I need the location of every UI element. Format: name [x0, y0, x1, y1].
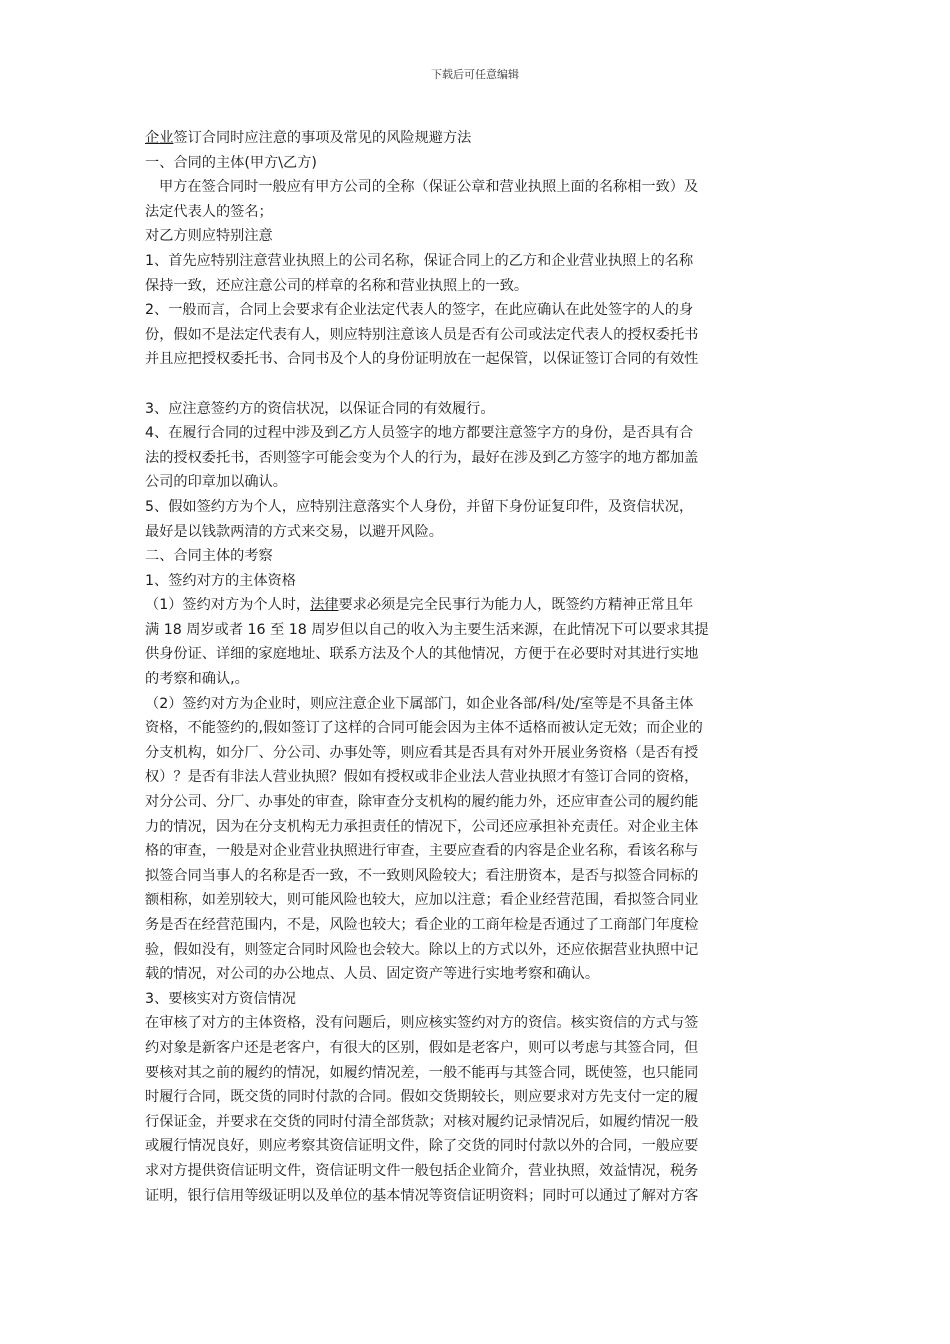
list-item-line: 4、在履行合同的过程中涉及到乙方人员签字的地方都要注意签字方的身份，是否具有合 — [145, 425, 694, 442]
paragraph-line: 证明，银行信用等级证明以及单位的基本情况等资信证明资料；同时可以通过了解对方客 — [145, 1187, 699, 1204]
list-item-line: 法的授权委托书，否则签字可能会变为个人的行为，最好在涉及到乙方签字的地方都加盖 — [145, 449, 699, 466]
paragraph-line: 资格，不能签约的,假如签订了这样的合同可能会因为主体不适格而被认定无效；而企业的 — [145, 720, 703, 737]
paragraph-line: 行保证金，并要求在交货的同时付清全部货款；对核对履约记录情况后，如履约情况一般 — [145, 1113, 699, 1130]
paragraph-line: 力的情况，因为在分支机构无力承担责任的情况下，公司还应承担补充责任。对企业主体 — [145, 818, 699, 835]
list-item-line: 公司的印章加以确认。 — [145, 474, 287, 491]
title-text: 签订合同时应注意的事项及常见的风险规避方法 — [173, 130, 472, 146]
list-item-line: 2、一般而言，合同上会要求有企业法定代表人的签字，在此应确认在此处签字的人的身 — [145, 302, 694, 319]
document-body — [145, 126, 810, 1208]
paragraph-line — [145, 593, 810, 618]
paragraph-line: 额相称，如差别较大，则可能风险也较大，应加以注意；看企业经营范围，看拟签合同业 — [145, 892, 699, 909]
list-item-line: 并且应把授权委托书、合同书及个人的身份证明放在一起保管，以保证签订合同的有效性 — [145, 351, 699, 368]
paragraph-line: （2）签约对方为企业时，则应注意企业下属部门，如企业各部/科/处/室等是不具备主体 — [145, 695, 694, 712]
paragraph-line: 时履行合同，既交货的同时付款的合同。假如交货期较长，则应要求对方先支付一定的履 — [145, 1089, 699, 1106]
subsection-heading: 1、签约对方的主体资格 — [145, 572, 296, 589]
paragraph-line: 在审核了对方的主体资格，没有问题后，则应核实签约对方的资信。核实资信的方式与签 — [145, 1015, 699, 1032]
paragraph-line: 约对象是新客户还是老客户，有很大的区别，假如是老客户，则可以考虑与其签合同，但 — [145, 1039, 699, 1056]
list-item-line: 1、首先应特别注意营业执照上的公司名称，保证合同上的乙方和企业营业执照上的名称 — [145, 252, 694, 269]
paragraph-line: 法定代表人的签名； — [145, 203, 273, 220]
paragraph-line: 供身份证、详细的家庭地址、联系方法及个人的其他情况，方便于在必要时对其进行实地 — [145, 646, 699, 663]
text-run: （1）签约对方为个人时， — [145, 597, 311, 614]
law-link[interactable]: 法律 — [310, 597, 339, 614]
paragraph-line: 求对方提供资信证明文件，资信证明文件一般包括企业简介，营业执照，效益情况，税务 — [145, 1162, 699, 1179]
list-item-line: 3、应注意签约方的资信状况，以保证合同的有效履行。 — [145, 400, 495, 417]
document-title — [145, 126, 810, 151]
paragraph-line: 或履行情况良好，则应考察其资信证明文件，除了交货的同时付款以外的合同，一般应要 — [145, 1138, 699, 1155]
paragraph-line: 分支机构，如分厂、分公司、办事处等，则应看其是否具有对外开展业务资格（是否有授 — [145, 744, 699, 761]
title-underlined-word: 企业 — [145, 130, 174, 146]
paragraph-line: 满 18 周岁或者 16 至 18 周岁但以自己的收入为主要生活来源，在此情况下可以要求其提 — [145, 621, 709, 638]
list-item-line: 份，假如不是法定代表有人，则应特别注意该人员是否有公司或法定代表人的授权委托书 — [145, 326, 699, 343]
blank-line — [145, 372, 810, 397]
paragraph-line: 对乙方则应特别注意 — [145, 228, 273, 245]
paragraph-line: 拟签合同当事人的名称是否一致，不一致则风险较大；看注册资本，是否与拟签合同标的 — [145, 867, 699, 884]
section-heading: 二、合同主体的考察 — [145, 548, 273, 565]
list-item-line: 最好是以钱款两清的方式来交易，以避开风险。 — [145, 523, 443, 540]
list-item-line: 5、假如签约方为个人，应特别注意落实个人身份，并留下身份证复印件，及资信状况， — [145, 498, 694, 515]
paragraph-line: 甲方在签合同时一般应有甲方公司的全称（保证公章和营业执照上面的名称相一致）及 — [159, 179, 699, 196]
text-run: 要求必须是完全民事行为能力人，既签约方精神正常且年 — [338, 597, 694, 614]
paragraph-line: 的考察和确认,。 — [145, 671, 249, 688]
paragraph-line: 验，假如没有，则签定合同时风险也会较大。除以上的方式以外，还应依据营业执照中记 — [145, 941, 699, 958]
paragraph-line: 载的情况，对公司的办公地点、人员、固定资产等进行实地考察和确认。 — [145, 966, 600, 983]
section-heading: 一、合同的主体(甲方\乙方) — [145, 154, 317, 171]
list-item-line: 保持一致，还应注意公司的样章的名称和营业执照上的一致。 — [145, 277, 529, 294]
paragraph-line: 要核对其之前的履约的情况，如履约情况差，一般不能再与其签合同，既使签，也只能同 — [145, 1064, 699, 1081]
paragraph-line: 对分公司、分厂、办事处的审查，除审查分支机构的履约能力外，还应审查公司的履约能 — [145, 794, 699, 811]
paragraph-line: 格的审查，一般是对企业营业执照进行审查，主要应查看的内容是企业名称，看该名称与 — [145, 843, 699, 860]
paragraph-line: 务是否在经营范围内，不是，风险也较大；看企业的工商年检是否通过了工商部门年度检 — [145, 917, 699, 933]
subsection-heading: 3、要核实对方资信情况 — [145, 990, 296, 1007]
paragraph-line: 权）？是否有非法人营业执照？假如有授权或非企业法人营业执照才有签订合同的资格， — [145, 769, 699, 786]
page-header: 下载后可任意编辑 — [431, 68, 519, 81]
